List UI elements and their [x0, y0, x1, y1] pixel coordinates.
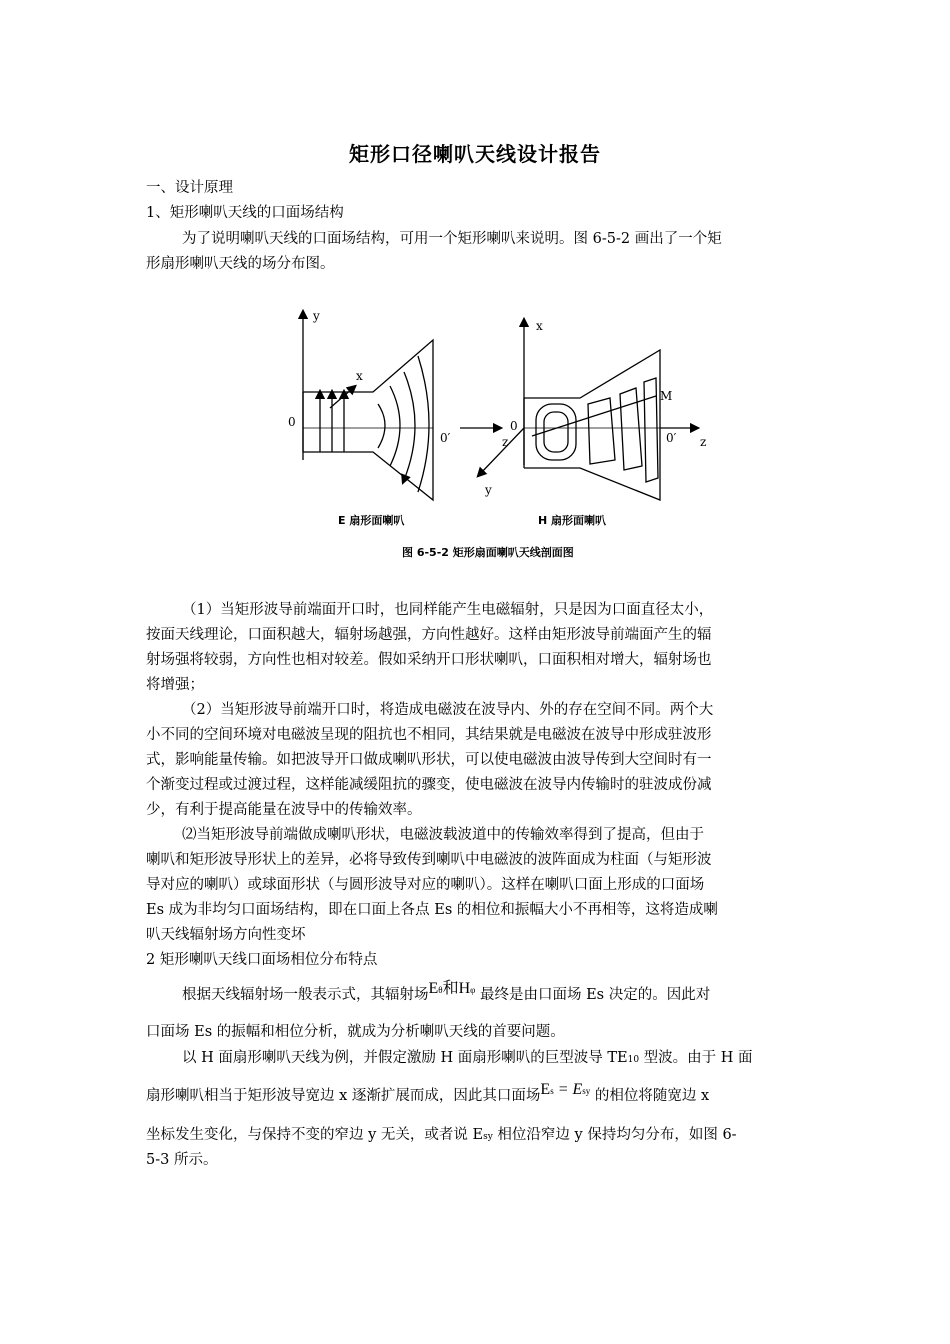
para3-line-5: 叭天线辐射场方向性变坏	[146, 927, 306, 943]
origin-label-right: 0	[510, 419, 518, 433]
para5-line-3: 坐标发生变化，与保持不变的窄边 y 无关，或者说 Esy 相位沿窄边 y 保持均匀分布，如图 6-	[146, 1127, 737, 1143]
para5-line-2: 扇形喇叭相当于矩形波导宽边 x 逐渐扩展而成，因此其口面场Es = Esy 的相位将随宽边 x	[146, 1081, 710, 1104]
intro-line-2: 形扇形喇叭天线的场分布图。	[146, 256, 335, 272]
intro-line-1: 为了说明喇叭天线的口面场结构，可用一个矩形喇叭来说明。图 6-5-2 画出了一个矩	[182, 231, 722, 247]
e-plane-horn-diagram	[288, 309, 508, 500]
para4-text-before: 根据天线辐射场一般表示式，其辐射场	[182, 987, 429, 1003]
axis-z-label-left: z	[502, 435, 509, 449]
para2-line-3: 式，影响能量传输。如把波导开口做成喇叭形状，可以使电磁波由波导传到大空间时有一	[146, 752, 712, 768]
origin-prime-label-left: 0′	[440, 431, 451, 445]
axis-x-label-right: x	[536, 319, 543, 333]
para2-line-5: 少，有利于提高能量在波导中的传输效率。	[146, 802, 422, 818]
para3-line-2: 喇叭和矩形波导形状上的差异，必将导致传到喇叭中电磁波的波阵面成为柱面（与矩形波	[146, 852, 712, 868]
para2-line-4: 个渐变过程或过渡过程，这样能减缓阻抗的骤变，使电磁波在波导内传输时的驻波成份减	[146, 777, 712, 793]
axis-z-label-right: z	[700, 435, 707, 449]
e-theta-symbol: Eθ和Hφ	[428, 980, 476, 997]
page-title: 矩形口径喇叭天线设计报告	[349, 142, 601, 166]
origin-label-left: 0	[288, 415, 296, 429]
subsection-heading-1: 1、矩形喇叭天线的口面场结构	[146, 205, 344, 221]
para1-line-3: 射场强将较弱，方向性也相对较差。假如采纳开口形状喇叭，口面积相对增大，辐射场也	[146, 652, 712, 668]
es-equation: Es = Esy	[540, 1081, 591, 1098]
axis-x-label-left: x	[356, 369, 363, 383]
para1-line-1: （1）当矩形波导前端面开口时，也同样能产生电磁辐射，只是因为口面直径太小，	[182, 602, 714, 618]
para2-line-1: （2）当矩形波导前端开口时，将造成电磁波在波导内、外的存在空间不同。两个大	[182, 702, 714, 718]
axis-y-label-left: y	[313, 309, 320, 323]
subsection-heading-2: 2 矩形喇叭天线口面场相位分布特点	[146, 952, 378, 968]
para4-line-2: 口面场 Es 的振幅和相位分析，就成为分析喇叭天线的首要问题。	[146, 1024, 565, 1040]
h-plane-horn-diagram	[480, 319, 706, 500]
h-plane-horn-label: H 扇形面喇叭	[538, 514, 607, 527]
para3-line-4: Es 成为非均匀口面场结构，即在口面上各点 Es 的相位和振幅大小不再相等，这将造成喇	[146, 902, 718, 918]
para4-line-1	[146, 980, 847, 1008]
para3-line-1: ⑵当矩形波导前端做成喇叭形状，电磁波载波道中的传输效率得到了提高，但由于	[182, 827, 704, 843]
axis-y-label-right: y	[485, 483, 492, 497]
para5-line-1: 以 H 面扇形喇叭天线为例，并假定激励 H 面扇形喇叭的巨型波导 TE10 型波。由于 H 面	[182, 1050, 753, 1066]
para3-line-3: 导对应的喇叭）或球面形状（与圆形波导对应的喇叭）。这样在喇叭口面上形成的口面场	[146, 877, 705, 893]
figure-caption: 图 6-5-2 矩形扇面喇叭天线剖面图	[402, 546, 574, 559]
para1-line-4: 将增强；	[146, 677, 204, 693]
point-m-label: M	[660, 389, 673, 403]
origin-prime-label-right: 0′	[666, 431, 677, 445]
e-plane-horn-label: E 扇形面喇叭	[338, 514, 405, 527]
para1-line-2: 按面天线理论，口面积越大，辐射场越强，方向性越好。这样由矩形波导前端面产生的辐	[146, 627, 712, 643]
para5-line-4: 5-3 所示。	[146, 1152, 218, 1168]
section-heading: 一、设计原理	[146, 180, 233, 196]
horn-antenna-figure	[270, 300, 710, 570]
para4-text-after: 最终是由口面场 Es 决定的。因此对	[475, 987, 711, 1003]
para2-line-2: 小不同的空间环境对电磁波呈现的阻抗也不相同，其结果就是电磁波在波导中形成驻波形	[146, 727, 712, 743]
